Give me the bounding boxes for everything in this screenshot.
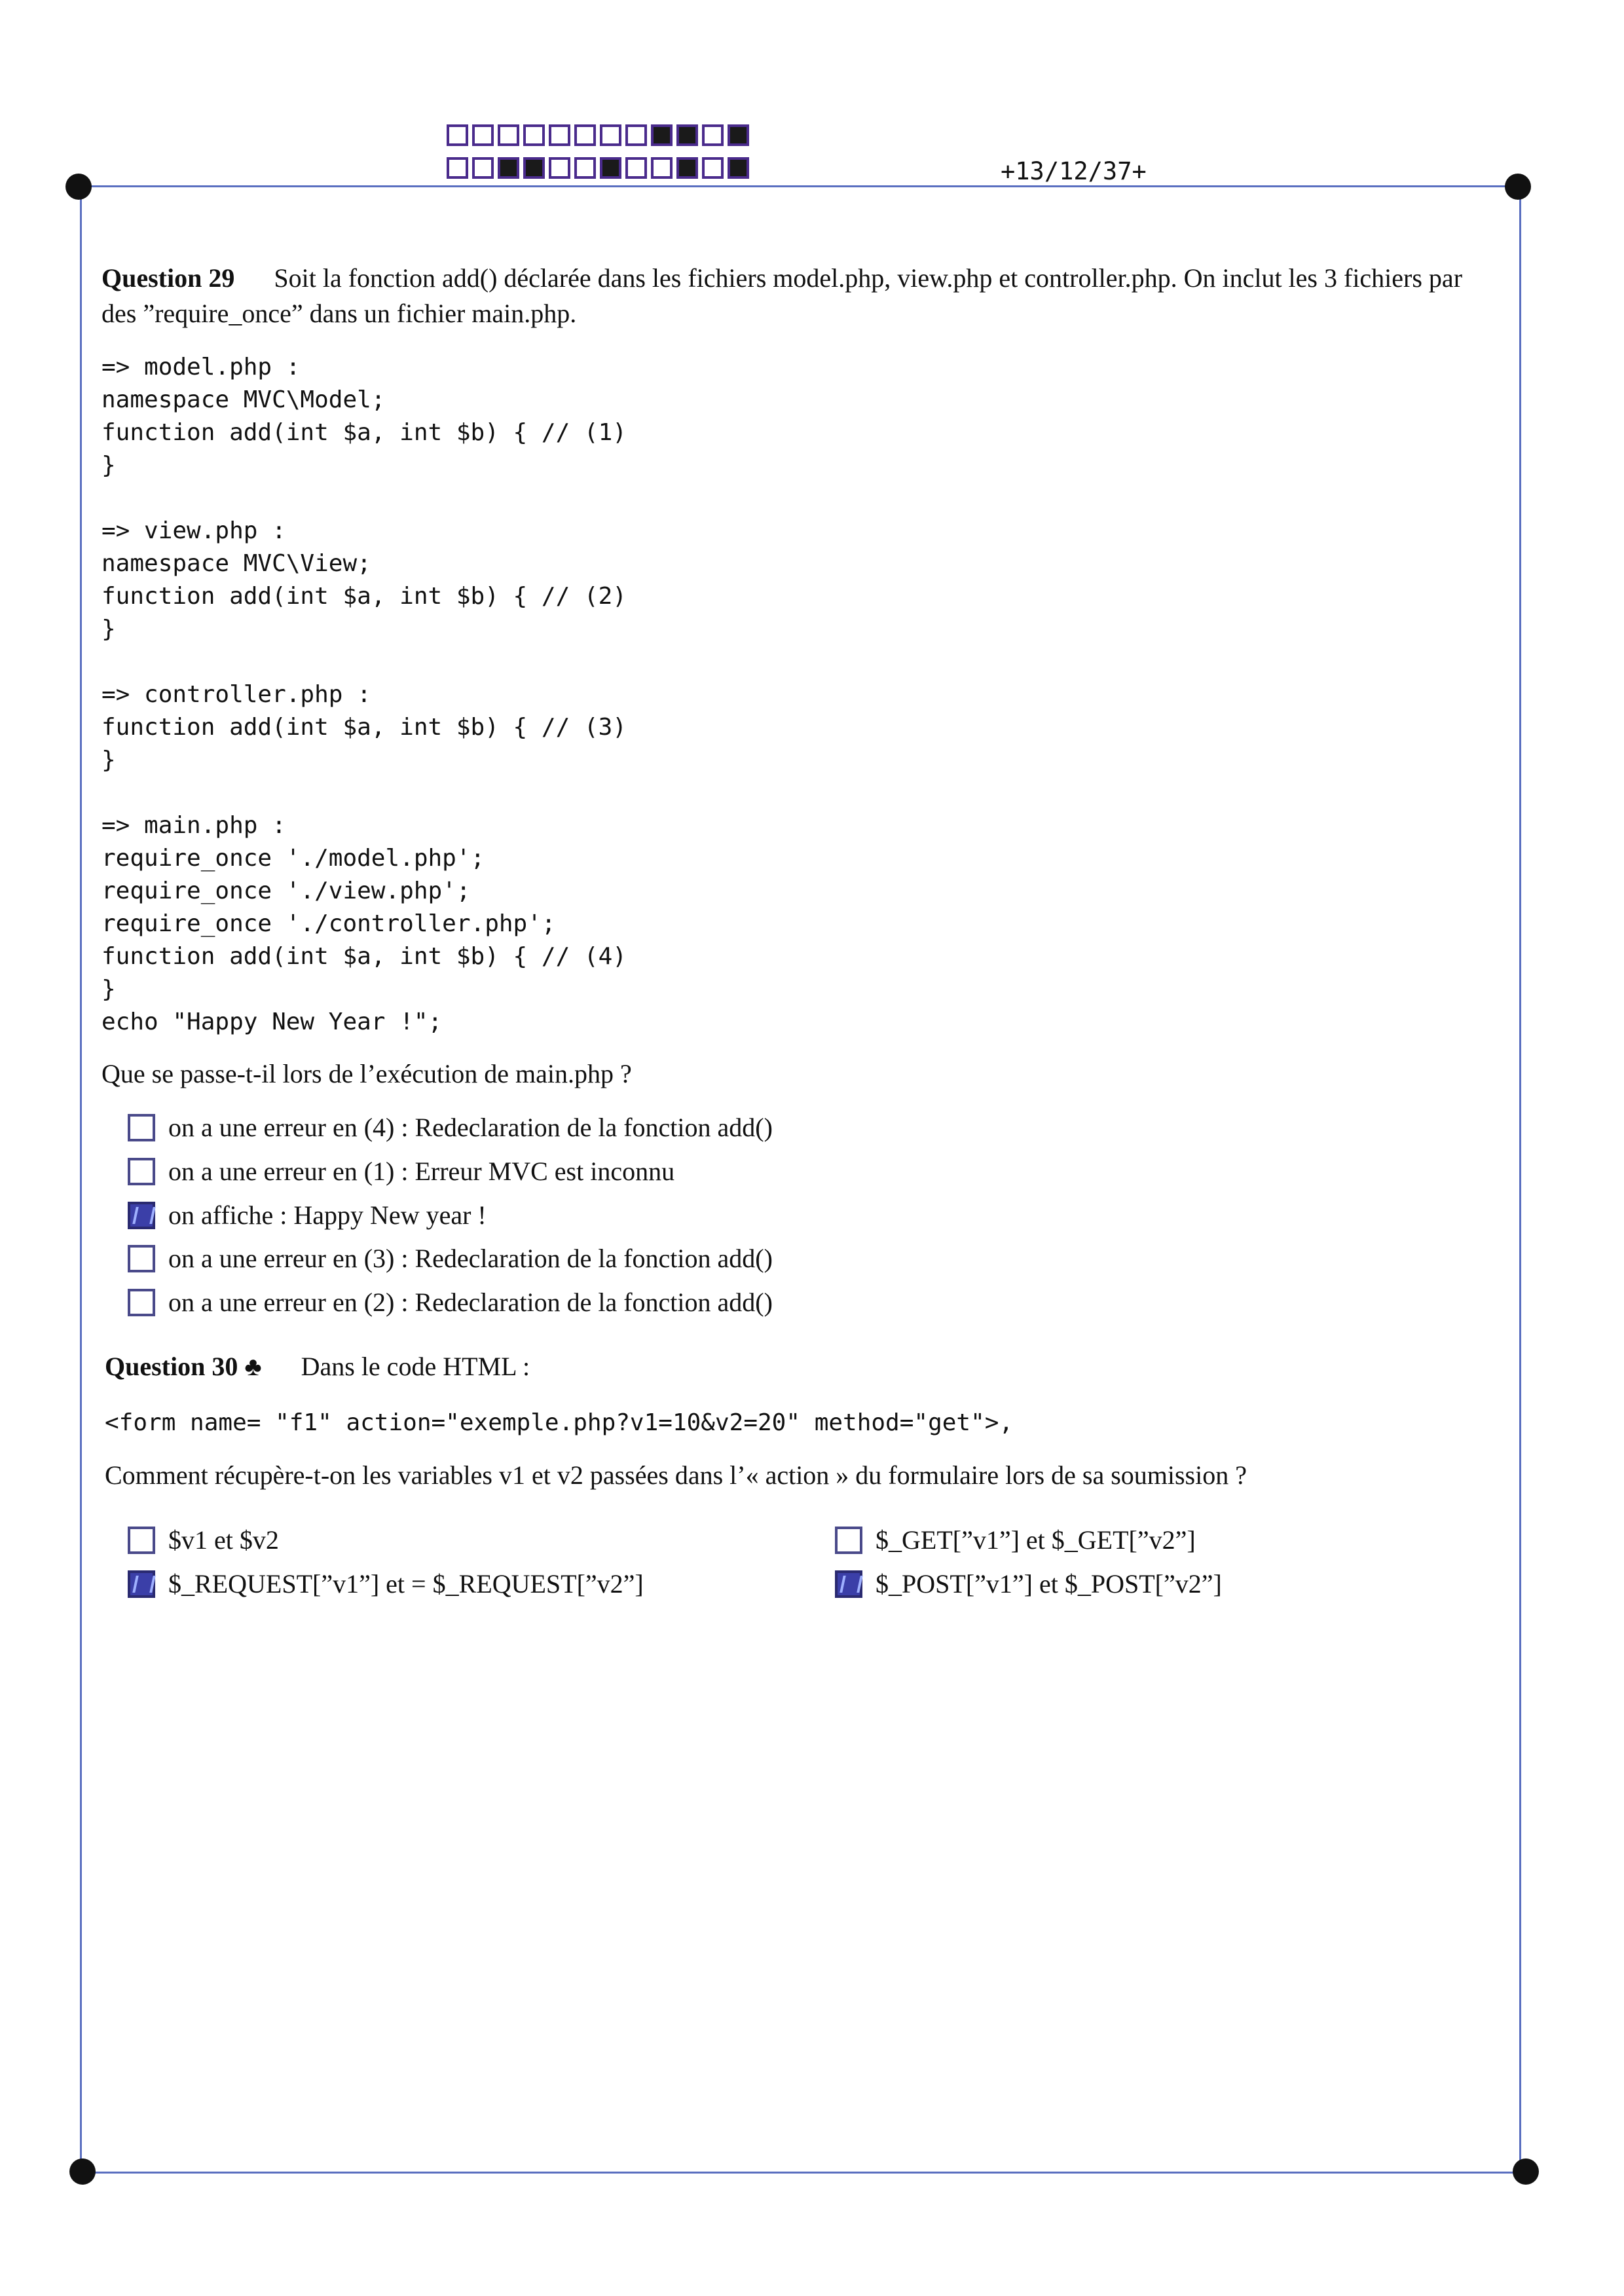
code-cell-empty bbox=[574, 124, 596, 146]
code-cell-filled bbox=[523, 157, 545, 179]
frame-top bbox=[77, 185, 1518, 187]
code-cell-filled bbox=[676, 124, 698, 146]
code-cell-empty bbox=[625, 124, 647, 146]
code-cell-empty bbox=[472, 124, 494, 146]
code-cell-empty bbox=[447, 157, 468, 179]
choice-label: on a une erreur en (1) : Erreur MVC est inconnu bbox=[168, 1157, 675, 1186]
q29-choice-2[interactable] bbox=[128, 1156, 674, 1187]
club-icon: ♣ bbox=[244, 1352, 262, 1381]
corner-mark-bottom-right bbox=[1513, 2158, 1539, 2185]
frame-right bbox=[1519, 185, 1521, 2174]
q29-prompt: Que se passe-t-il lors de l’exécution de main.php ? bbox=[101, 1059, 632, 1088]
code-cell-empty bbox=[574, 157, 596, 179]
q29-choice-5[interactable] bbox=[128, 1287, 773, 1318]
choice-label: $_GET[”v1”] et $_GET[”v2”] bbox=[876, 1525, 1196, 1555]
checkbox-checked[interactable] bbox=[835, 1570, 862, 1598]
code-cell-empty bbox=[651, 157, 673, 179]
code-cell-filled bbox=[676, 157, 698, 179]
sheet-code-row-2 bbox=[447, 157, 749, 179]
code-cell-filled bbox=[728, 157, 749, 179]
q29-code-model: => model.php : namespace MVC\Model; function add(int $a, int $b) { // (1) } bbox=[101, 354, 627, 479]
choice-label: on a une erreur en (2) : Redeclaration de la fonction add() bbox=[168, 1287, 773, 1317]
q30-choice-3[interactable] bbox=[128, 1568, 644, 1599]
code-cell-empty bbox=[523, 124, 545, 146]
corner-mark-top-right bbox=[1505, 174, 1531, 200]
choice-label: $_POST[”v1”] et $_POST[”v2”] bbox=[876, 1569, 1222, 1599]
code-cell-filled bbox=[498, 157, 519, 179]
checkbox[interactable] bbox=[128, 1245, 155, 1272]
q30-statement: Dans le code HTML : bbox=[301, 1352, 530, 1381]
sheet-code-row-1 bbox=[447, 124, 749, 146]
checkbox[interactable] bbox=[128, 1158, 155, 1185]
q30-choice-4[interactable] bbox=[835, 1568, 1222, 1599]
code-cell-empty bbox=[498, 124, 519, 146]
choice-label: $_REQUEST[”v1”] et = $_REQUEST[”v2”] bbox=[168, 1569, 644, 1599]
frame-bottom bbox=[83, 2172, 1526, 2174]
q29-code-view: => view.php : namespace MVC\View; function add(int $a, int $b) { // (2) } bbox=[101, 517, 627, 642]
code-cell-empty bbox=[702, 124, 724, 146]
code-cell-empty bbox=[702, 157, 724, 179]
q29-title: Question 29 bbox=[101, 263, 235, 293]
choice-label: on affiche : Happy New year ! bbox=[168, 1200, 487, 1230]
code-cell-filled bbox=[728, 124, 749, 146]
q30-heading bbox=[105, 1349, 530, 1384]
q29-code-main: => main.php : require_once './model.php'; require_once './view.php'; require_once './controller.php'; function add(int $a, int $b) { // (4) } echo "Happy New Year !"; bbox=[101, 812, 627, 1035]
code-cell-empty bbox=[625, 157, 647, 179]
frame-left bbox=[80, 185, 82, 2174]
q29-statement bbox=[101, 261, 1496, 331]
checkbox[interactable] bbox=[835, 1527, 862, 1554]
q29-code-controller: => controller.php : function add(int $a, int $b) { // (3) } bbox=[101, 681, 627, 773]
checkbox[interactable] bbox=[128, 1114, 155, 1141]
choice-label: $v1 et $v2 bbox=[168, 1525, 279, 1555]
code-cell-empty bbox=[447, 124, 468, 146]
code-cell-filled bbox=[651, 124, 673, 146]
q30-choice-2[interactable] bbox=[835, 1525, 1196, 1555]
corner-mark-bottom-left bbox=[69, 2158, 96, 2185]
choice-label: on a une erreur en (4) : Redeclaration de la fonction add() bbox=[168, 1113, 773, 1142]
q30-title: Question 30 bbox=[105, 1352, 238, 1381]
code-cell-filled bbox=[600, 157, 621, 179]
code-cell-empty bbox=[549, 157, 570, 179]
choice-label: on a une erreur en (3) : Redeclaration de la fonction add() bbox=[168, 1244, 773, 1273]
q30-prompt: Comment récupère-t-on les variables v1 et v2 passées dans l’« action » du formulaire lors de sa soumission ? bbox=[105, 1460, 1247, 1490]
q29-choice-4[interactable] bbox=[128, 1243, 773, 1274]
code-cell-empty bbox=[549, 124, 570, 146]
code-cell-empty bbox=[472, 157, 494, 179]
code-cell-empty bbox=[600, 124, 621, 146]
q29-choice-3[interactable] bbox=[128, 1200, 487, 1231]
sheet-id: +13/12/37+ bbox=[1001, 157, 1147, 185]
q30-code: <form name= "f1" action="exemple.php?v1=10&v2=20" method="get">, bbox=[105, 1409, 1014, 1436]
corner-mark-top-left bbox=[65, 174, 92, 200]
checkbox[interactable] bbox=[128, 1527, 155, 1554]
q29-statement-text: Soit la fonction add() déclarée dans les fichiers model.php, view.php et controller.php. On inclut les 3 fichiers par des ”require_once” dans un fichier main.php. bbox=[101, 263, 1463, 328]
checkbox-checked[interactable] bbox=[128, 1202, 155, 1229]
q30-choice-1[interactable] bbox=[128, 1525, 279, 1555]
checkbox-checked[interactable] bbox=[128, 1570, 155, 1598]
checkbox[interactable] bbox=[128, 1289, 155, 1316]
q29-choice-1[interactable] bbox=[128, 1112, 773, 1143]
